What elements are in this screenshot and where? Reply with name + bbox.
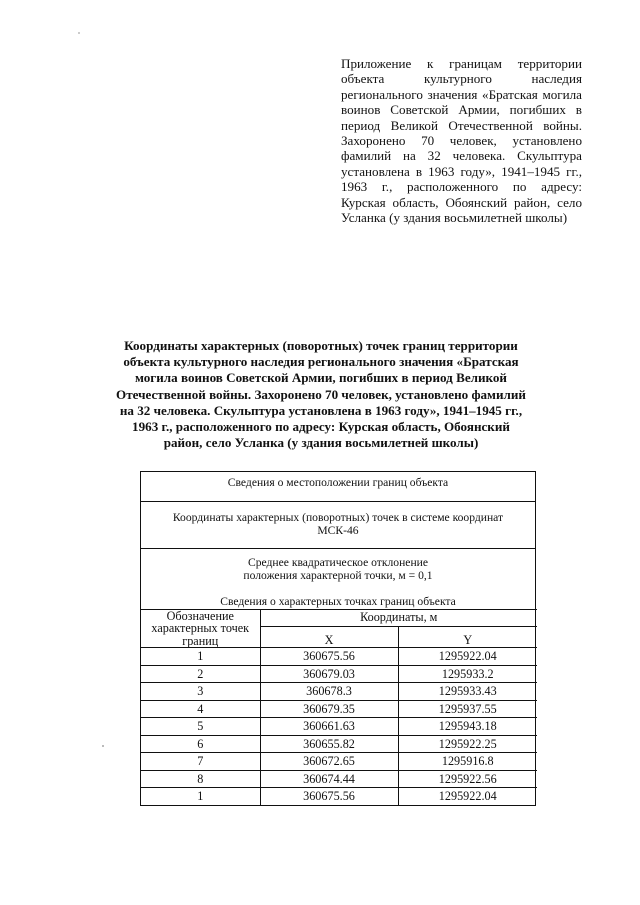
table-row	[141, 718, 537, 736]
point-id: 1	[141, 648, 260, 666]
section-points: Сведения о характерных точках границ объекта	[220, 595, 456, 609]
point-id: 7	[141, 753, 260, 771]
table-row	[141, 753, 537, 771]
coord-x: 360679.35	[260, 700, 398, 718]
section-location: Сведения о местоположении границ объекта	[141, 472, 535, 502]
coord-x: 360675.56	[260, 648, 398, 666]
point-id: 8	[141, 770, 260, 788]
coord-y: 1295933.43	[398, 683, 537, 701]
col-point-label: Обозначение характерных точек границ	[141, 609, 260, 648]
coord-y: 1295943.18	[398, 718, 537, 736]
annex-note: Приложение к границам территории объекта культурного наследия регионального значения «Братская могила воинов Советской Армии, погибших в период Великой Отечественной войны. Захоронено 70 человек, установлено фамилий на 32 человека. Скульптура установлена в 1963 году», 1941–1945 гг., 1963 г., расположенного по адресу: Курская область, Обоянский район, село Усланка (у здания восьмилетней школы)	[341, 56, 582, 226]
coord-y: 1295922.25	[398, 735, 537, 753]
coord-x: 360655.82	[260, 735, 398, 753]
coord-y: 1295922.04	[398, 648, 537, 666]
coord-x: 360678.3	[260, 683, 398, 701]
coord-y: 1295922.04	[398, 788, 537, 805]
coord-x: 360661.63	[260, 718, 398, 736]
point-id: 2	[141, 665, 260, 683]
coord-y: 1295933.2	[398, 665, 537, 683]
coord-y: 1295922.56	[398, 770, 537, 788]
point-id: 6	[141, 735, 260, 753]
scan-speck	[78, 32, 80, 34]
col-y: Y	[398, 626, 537, 648]
rms-line-1: Среднее квадратическое отклонение	[248, 556, 428, 569]
table-row	[141, 700, 537, 718]
points-grid	[141, 609, 537, 805]
col-x: X	[260, 626, 398, 648]
table-row	[141, 735, 537, 753]
coord-x: 360672.65	[260, 753, 398, 771]
margin-speck	[102, 745, 104, 747]
point-id: 3	[141, 683, 260, 701]
table-row	[141, 683, 537, 701]
point-id: 5	[141, 718, 260, 736]
table-row	[141, 770, 537, 788]
point-id: 1	[141, 788, 260, 805]
coord-x: 360675.56	[260, 788, 398, 805]
table-row	[141, 648, 537, 666]
col-coords-label: Координаты, м	[260, 609, 537, 626]
point-id: 4	[141, 700, 260, 718]
coord-y: 1295937.55	[398, 700, 537, 718]
coordinates-table	[140, 471, 536, 806]
document-title: Координаты характерных (поворотных) точек границ территории объекта культурного наследия регионального значения «Братская могила воинов Советской Армии, погибших в период Великой Отечественной войны. Захоронено 70 человек, установлено фамилий на 32 человека. Скульптура установлена в 1963 году», 1941–1945 гг., 1963 г., расположенного по адресу: Курская область, Обоянский район, село Усланка (у здания восьмилетней школы)	[116, 338, 526, 451]
coord-x: 360679.03	[260, 665, 398, 683]
coord-system: Координаты характерных (поворотных) точек в системе координат МСК-46	[141, 502, 535, 549]
coord-x: 360674.44	[260, 770, 398, 788]
rms-line-2: положения характерной точки, м = 0,1	[243, 569, 433, 583]
coord-y: 1295916.8	[398, 753, 537, 771]
rms-block	[141, 549, 535, 609]
table-row	[141, 788, 537, 805]
table-row	[141, 665, 537, 683]
